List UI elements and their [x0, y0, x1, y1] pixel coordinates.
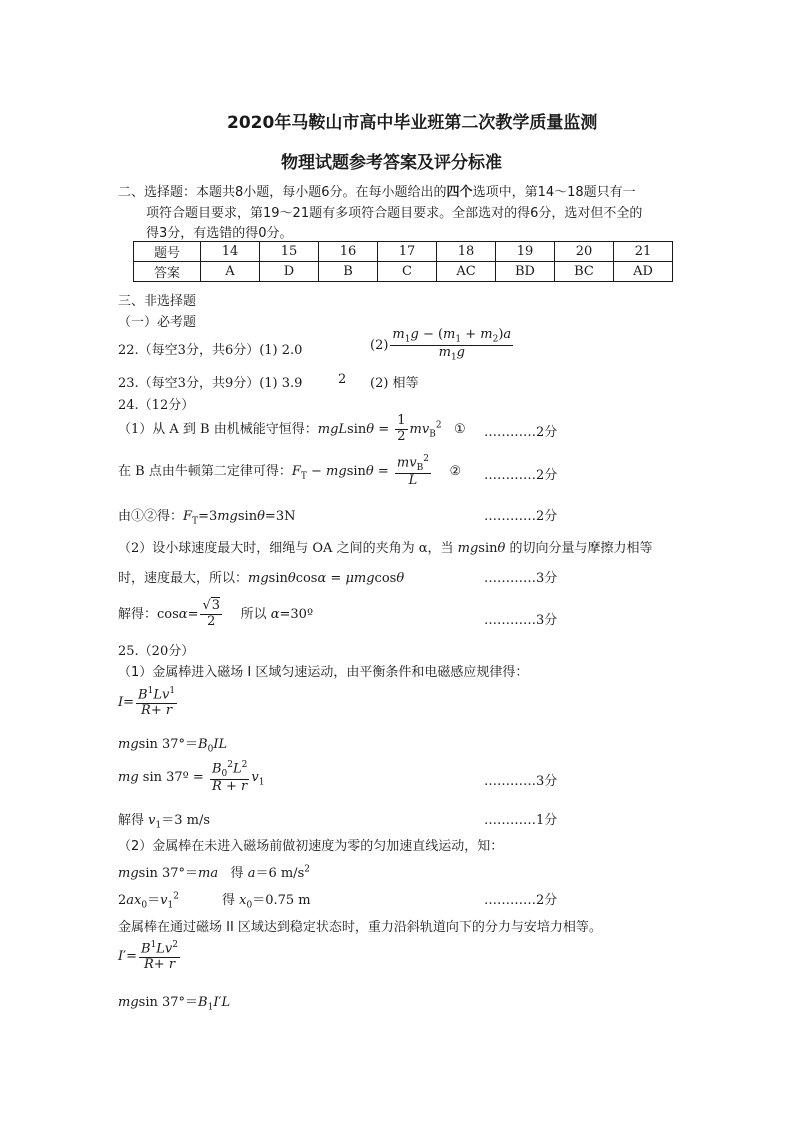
score-marker: …………3分 [484, 774, 558, 789]
page-subtitle: 物理试题参考答案及评分标准 [281, 153, 502, 173]
q23-answer-mid: 2 [338, 372, 347, 387]
q22-part2-label: (2) [370, 337, 389, 353]
table-cell: 15 [260, 242, 319, 262]
table-cell: D [260, 262, 319, 282]
q24-p6-text: 解得：cos [118, 606, 179, 622]
q24-tension-result: 由①②得：$F_T=3mgsin\theta=3N$ [118, 509, 296, 527]
q25-eq-x-mid: 得 [222, 893, 236, 908]
q25-distance-equation: $2ax_0=v_1^2$ [118, 891, 179, 911]
table-row [134, 262, 673, 282]
table-cell: 19 [496, 242, 555, 262]
q24-newton-equation: 在 B 点由牛顿第二定律可得：$F_T - mgsin\theta$ = $\frac{mv_B^2}{L}$ ② [118, 454, 462, 489]
q22-answer2 [370, 328, 515, 363]
q24-p1-text: （1）从 A 到 B 由机械能守恒得： [118, 421, 318, 437]
q24-p4-suffix: 的切向分量与摩擦力相等 [509, 541, 653, 556]
q23-label: 23.（每空3分，共9分）(1) 3.9 [118, 376, 303, 391]
q24-label: 24.（12分） [118, 398, 195, 413]
q25-balance2-equation: mgsin $37^\circ=B_1I'L$ [118, 995, 231, 1013]
table-cell: 21 [614, 242, 673, 262]
q25-sol-text: 解得 [118, 813, 145, 828]
q25-current2-equation: I′= $\frac{B^1Lv^2}{R+ r}$ [118, 940, 179, 973]
q25-part2-intro: （2）金属棒在未进入磁场前做初速度为零的匀加速直线运动，知： [118, 839, 504, 854]
table-cell: AD [614, 262, 673, 282]
table-cell: 20 [555, 242, 614, 262]
q24-energy-equation: （1）从 A 到 B 由机械能守恒得：mgLsinθ = $\frac{1}{2}$ $mv_B^2$ ① [118, 413, 466, 444]
table-cell: C [378, 262, 437, 282]
q24-p3-text: 由①②得： [118, 509, 184, 524]
q22-label: 22.（每空3分，共6分）(1) 2.0 [118, 343, 303, 358]
q25-balance-equation: mgsin $37^\circ=B_0IL$ [118, 737, 228, 755]
q24-max-speed-equation: 时，速度最大，所以：mgsinθcosα = μmgcosθ [118, 571, 405, 586]
table-cell: BD [496, 262, 555, 282]
score-marker: …………2分 [484, 893, 558, 908]
q25-distance-result: 得 $x_0=0.75$ m [222, 893, 311, 911]
eq-mark-1: ① [453, 421, 466, 437]
score-marker: …………2分 [484, 425, 558, 440]
q24-angle-result: 解得：cosα= $\frac{√3}{2}$ 所以 α=30º [118, 598, 314, 629]
table-cell: B [319, 262, 378, 282]
table-cell: 18 [437, 242, 496, 262]
q24-p5-text: 时，速度最大，所以： [118, 571, 249, 586]
table-cell: 14 [201, 242, 260, 262]
section3-subheading: （一）必考题 [118, 315, 197, 330]
table-header-cell: 答案 [134, 262, 201, 282]
q25-acceleration-equation: mgsin 37°＝ma 得 a＝6 $m/s^2$ [118, 864, 310, 881]
score-marker: …………2分 [484, 509, 558, 524]
q25-current-equation: I= $\frac{B^1Lv^1}{R+ r}$ [118, 686, 176, 719]
q24-p2-text: 在 B 点由牛顿第二定律可得： [118, 464, 292, 480]
q25-eq-a-mid: 得 [230, 866, 244, 881]
q22-fraction: $\frac{m_1g - (m_1 + m_2)a}{m_1g}$ [392, 327, 512, 363]
q24-p6-mid: 所以 [240, 606, 267, 622]
q25-part3-intro: 金属棒在通过磁场 II 区域达到稳定状态时，重力沿斜轨道向下的分力与安培力相等。 [118, 920, 602, 935]
score-marker: …………2分 [484, 468, 558, 483]
q25-label: 25.（20分） [118, 644, 195, 659]
table-header-cell: 题号 [134, 242, 201, 262]
page-title: 2020年马鞍山市高中毕业班第二次教学质量监测 [227, 113, 598, 133]
score-marker: …………1分 [484, 813, 558, 828]
table-row [134, 242, 673, 262]
section2-line3: 得3分，有选错的得0分。 [146, 226, 293, 241]
q24-part2-intro: （2）设小球速度最大时，细绳与 OA 之间的夹角为 α，当 mgsinθ 的切向分量与摩擦力相等 [118, 541, 653, 556]
section2-line1: 二、选择题：本题共8小题，每小题6分。在每小题给出的四个选项中，第14～18题只有一 [118, 185, 636, 200]
section2-line2: 项符合题目要求，第19～21题有多项符合题目要求。全部选对的得6分，选对但不全的 [146, 206, 643, 221]
q25-part1-intro: （1）金属棒进入磁场 I 区域匀速运动，由平衡条件和电磁感应规律得： [118, 665, 529, 680]
q25-speed-equation: mg sin 37º = $\frac{B_0^2L^2}{R + r}$ $v_1$ [118, 760, 265, 795]
q24-p4-text: （2）设小球速度最大时，细绳与 OA 之间的夹角为 α，当 [118, 541, 454, 556]
table-cell: 16 [319, 242, 378, 262]
score-marker: …………3分 [484, 613, 558, 628]
table-cell: 17 [378, 242, 437, 262]
section3-heading: 三、非选择题 [118, 294, 197, 309]
table-cell: A [201, 262, 260, 282]
table-cell: AC [437, 262, 496, 282]
answer-table [133, 241, 673, 282]
q25-speed-result: 解得 $v_1=3$ m/s [118, 813, 211, 831]
q23-answer2: (2) 相等 [370, 376, 419, 391]
table-cell: BC [555, 262, 614, 282]
score-marker: …………3分 [484, 571, 558, 586]
eq-mark-2: ② [449, 464, 462, 480]
